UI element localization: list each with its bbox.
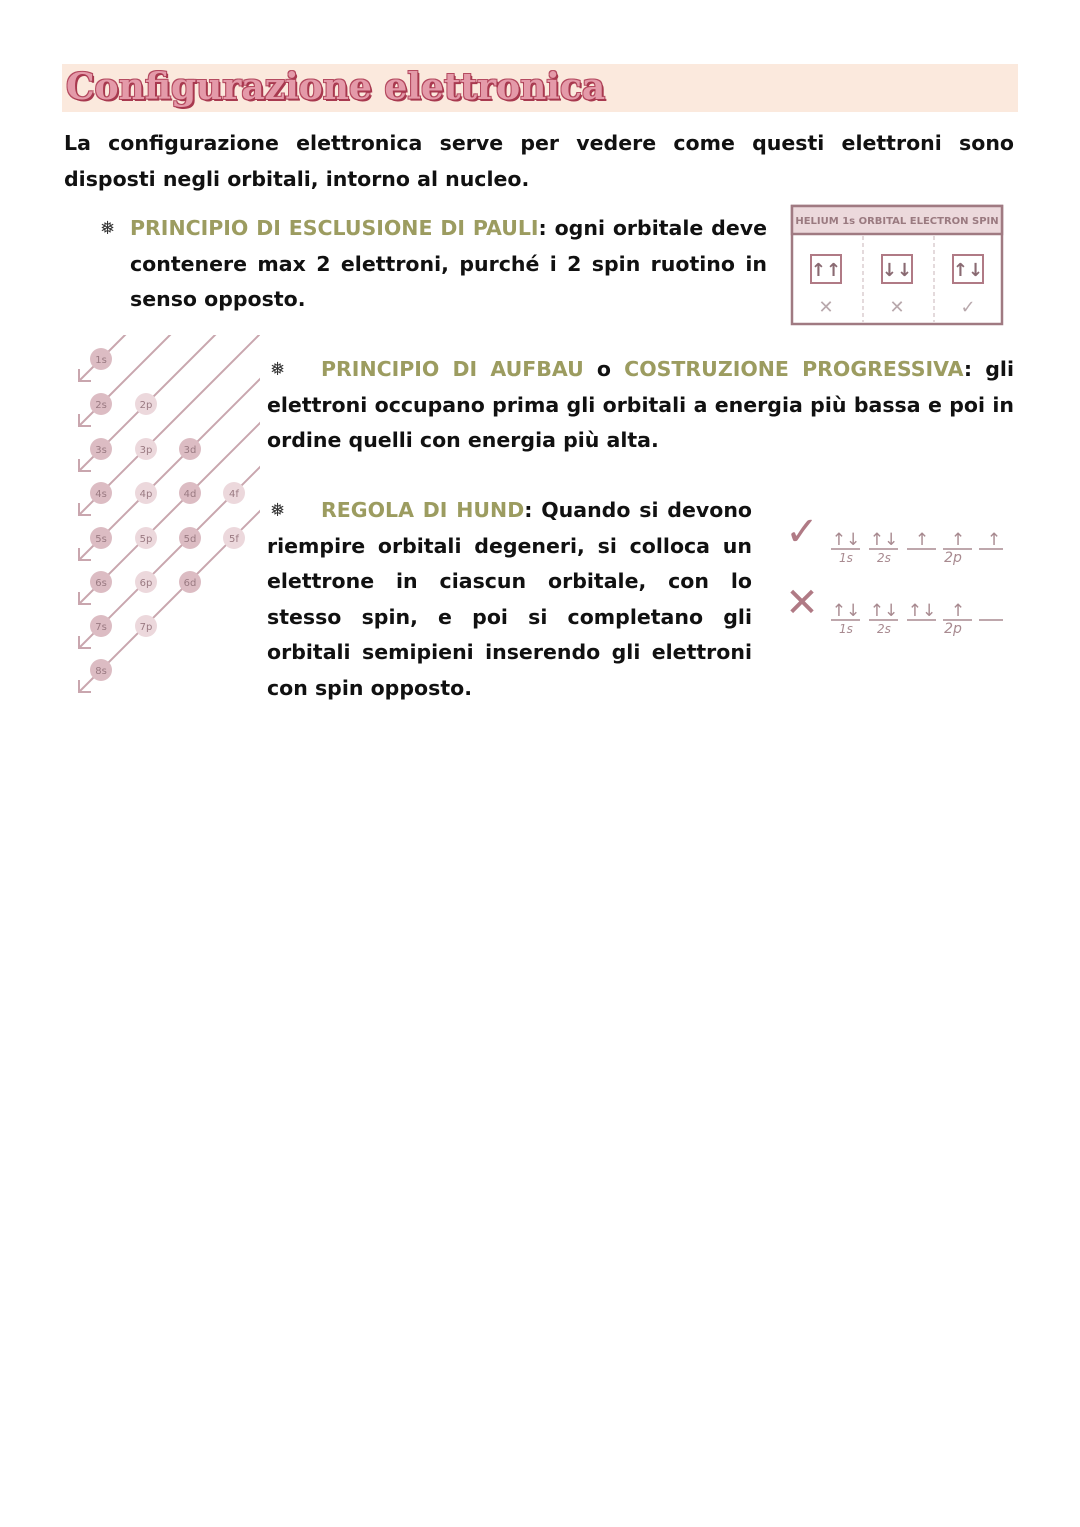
spin-arrows: ↑↓ <box>831 530 861 550</box>
orbital-label: 2s <box>877 622 891 636</box>
pauli-text: : ogni orbitale deve contenere max 2 elettroni, purché i 2 spin ruotino in senso opposto. <box>130 216 767 311</box>
orbital-label: 8s <box>95 666 107 677</box>
snowflake-bullet-icon: ❅ <box>270 359 286 380</box>
helium-spin-figure <box>789 203 1005 327</box>
aufbau-paragraph <box>267 352 1014 459</box>
orbital-label: 2p <box>139 400 153 411</box>
orbital-label: 6d <box>183 578 197 589</box>
orbital-label: 3p <box>139 445 153 456</box>
snowflake-bullet-icon: ❅ <box>270 500 286 521</box>
diagonal-line <box>79 335 175 426</box>
orbital-label: 2s <box>95 400 107 411</box>
orbital-label: 4s <box>95 489 107 500</box>
spin-arrows: ↑ <box>986 530 1002 550</box>
orbital-label: 2s <box>877 551 891 565</box>
hund-figure <box>778 515 1003 645</box>
hund-paragraph <box>267 493 752 706</box>
spin-arrows: ↑↑ <box>810 260 842 281</box>
intro-paragraph: La configurazione elettronica serve per vedere come questi elettroni sono disposti negli orbitali, intorno al nucleo. <box>64 131 1014 191</box>
aufbau-heading-2: COSTRUZIONE PROGRESSIVA <box>624 357 964 381</box>
pauli-paragraph <box>130 211 767 318</box>
orbital-label: 5s <box>95 534 107 545</box>
aufbau-connector: o <box>583 357 625 381</box>
spin-arrows: ↑↓ <box>952 260 984 281</box>
spin-arrows: ↑ <box>950 601 966 621</box>
title-banner <box>62 64 1018 112</box>
aufbau-heading: PRINCIPIO DI AUFBAU <box>321 357 584 381</box>
orbital-label: 2p <box>944 550 962 566</box>
spin-arrows: ↑↓ <box>907 601 937 621</box>
check-icon: ✓ <box>785 515 819 555</box>
orbital-label: 5d <box>183 534 197 545</box>
orbital-label: 4f <box>229 489 239 500</box>
orbital-label: 1s <box>95 355 107 366</box>
spin-arrows: ↑ <box>950 530 966 550</box>
snowflake-bullet-icon: ❅ <box>100 218 116 239</box>
orbital-label: 5f <box>229 534 239 545</box>
spin-arrows: ↑↓ <box>831 601 861 621</box>
cross-icon: ✕ <box>889 297 905 318</box>
spin-arrows: ↑↓ <box>869 530 899 550</box>
orbital-label: 3d <box>183 445 197 456</box>
pauli-heading: PRINCIPIO DI ESCLUSIONE DI PAULI <box>130 216 539 240</box>
cross-icon: ✕ <box>785 580 819 626</box>
check-icon: ✓ <box>960 297 976 318</box>
aufbau-diagram <box>70 335 260 695</box>
spin-arrows: ↓↓ <box>881 260 913 281</box>
orbital-label: 7s <box>95 622 107 633</box>
aufbau-text: : gli elettroni occupano prima gli orbitali a energia più bassa e poi in ordine quelli con energia più alta. <box>267 357 1014 452</box>
orbital-label: 7p <box>139 622 153 633</box>
hund-heading: REGOLA DI HUND <box>321 498 525 522</box>
helium-figure-title: HELIUM 1s ORBITAL ELECTRON SPIN <box>795 216 999 227</box>
orbital-label: 1s <box>839 622 853 636</box>
orbital-label: 6p <box>139 578 153 589</box>
orbital-label: 1s <box>839 551 853 565</box>
orbital-label: 5p <box>139 534 153 545</box>
orbital-label: 3s <box>95 445 107 456</box>
page-title: Configurazione elettronica <box>66 66 606 108</box>
orbital-label: 4d <box>183 489 197 500</box>
orbital-label: 2p <box>944 621 962 637</box>
cross-icon: ✕ <box>818 297 834 318</box>
spin-arrows: ↑ <box>914 530 930 550</box>
orbital-label: 4p <box>139 489 153 500</box>
orbital-label: 6s <box>95 578 107 589</box>
spin-arrows: ↑↓ <box>869 601 899 621</box>
hund-text: : Quando si devono riempire orbitali degeneri, si colloca un elettrone in ciascun orbitale, con lo stesso spin, e poi si completano gli orbitali semipieni inserendo gli elettroni con spin opposto. <box>267 498 752 700</box>
